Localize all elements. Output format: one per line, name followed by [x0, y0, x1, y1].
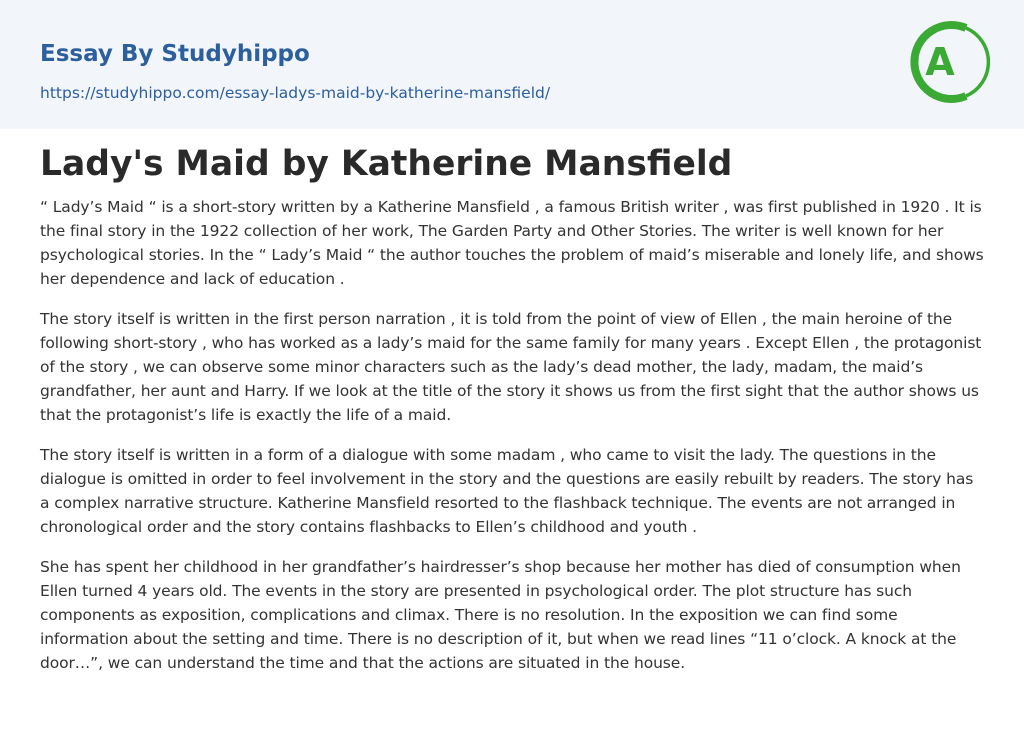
site-header	[0, 0, 1024, 129]
article-paragraph: The story itself is written in a form of a dialogue with some madam , who came to visit the lady. The questions in the dialogue is omitted in order to feel involvement in the story and the questions are easily rebuilt by readers. The story has a complex narrative structure. Katherine Mansfield resorted to the flashback technique. The events are not arranged in chronological order and the story contains flashbacks to Ellen’s childhood and youth .	[40, 446, 974, 536]
article-paragraph: “ Lady’s Maid “ is a short-story written by a Katherine Mansfield , a famous British writer , was first published in 1920 . It is the final story in the 1922 collection of her work, The Garden Party and Other Stories. The writer is well known for her psychological stories. In the “ Lady’s Maid “ the author touches the problem of maid’s miserable and lonely life, and shows her dependence and lack of education .	[40, 198, 984, 288]
essay-url-link[interactable]: https://studyhippo.com/essay-ladys-maid-by-katherine-mansfield/	[40, 84, 551, 102]
logo-letter: A	[925, 40, 955, 84]
article-title: Lady's Maid by Katherine Mansfield	[40, 144, 733, 184]
studyhippo-logo-icon[interactable]	[910, 18, 990, 106]
article-paragraph: She has spent her childhood in her grandfather’s hairdresser’s shop because her mother has died of consumption when Ellen turned 4 years old. The events in the story are presented in psychological order. The plot structure has such components as exposition, complications and climax. There is no resolution. In the exposition we can find some information about the setting and time. There is no description of it, but when we read lines “11 o’clock. A knock at the door…”, we can understand the time and that the actions are situated in the house.	[40, 558, 961, 672]
article-body	[40, 195, 986, 691]
article-paragraph: The story itself is written in the first person narration , it is told from the point of view of Ellen , the main heroine of the following short-story , who has worked as a lady’s maid for the same family for many years . Except Ellen , the protagonist of the story , we can observe some minor characters such as the lady’s dead mother, the lady, madam, the maid’s grandfather, her aunt and Harry. If we look at the title of the story it shows us from the first sight that the author shows us that the protagonist’s life is exactly the life of a maid.	[40, 310, 982, 424]
site-brand[interactable]: Essay By Studyhippo	[40, 41, 310, 67]
